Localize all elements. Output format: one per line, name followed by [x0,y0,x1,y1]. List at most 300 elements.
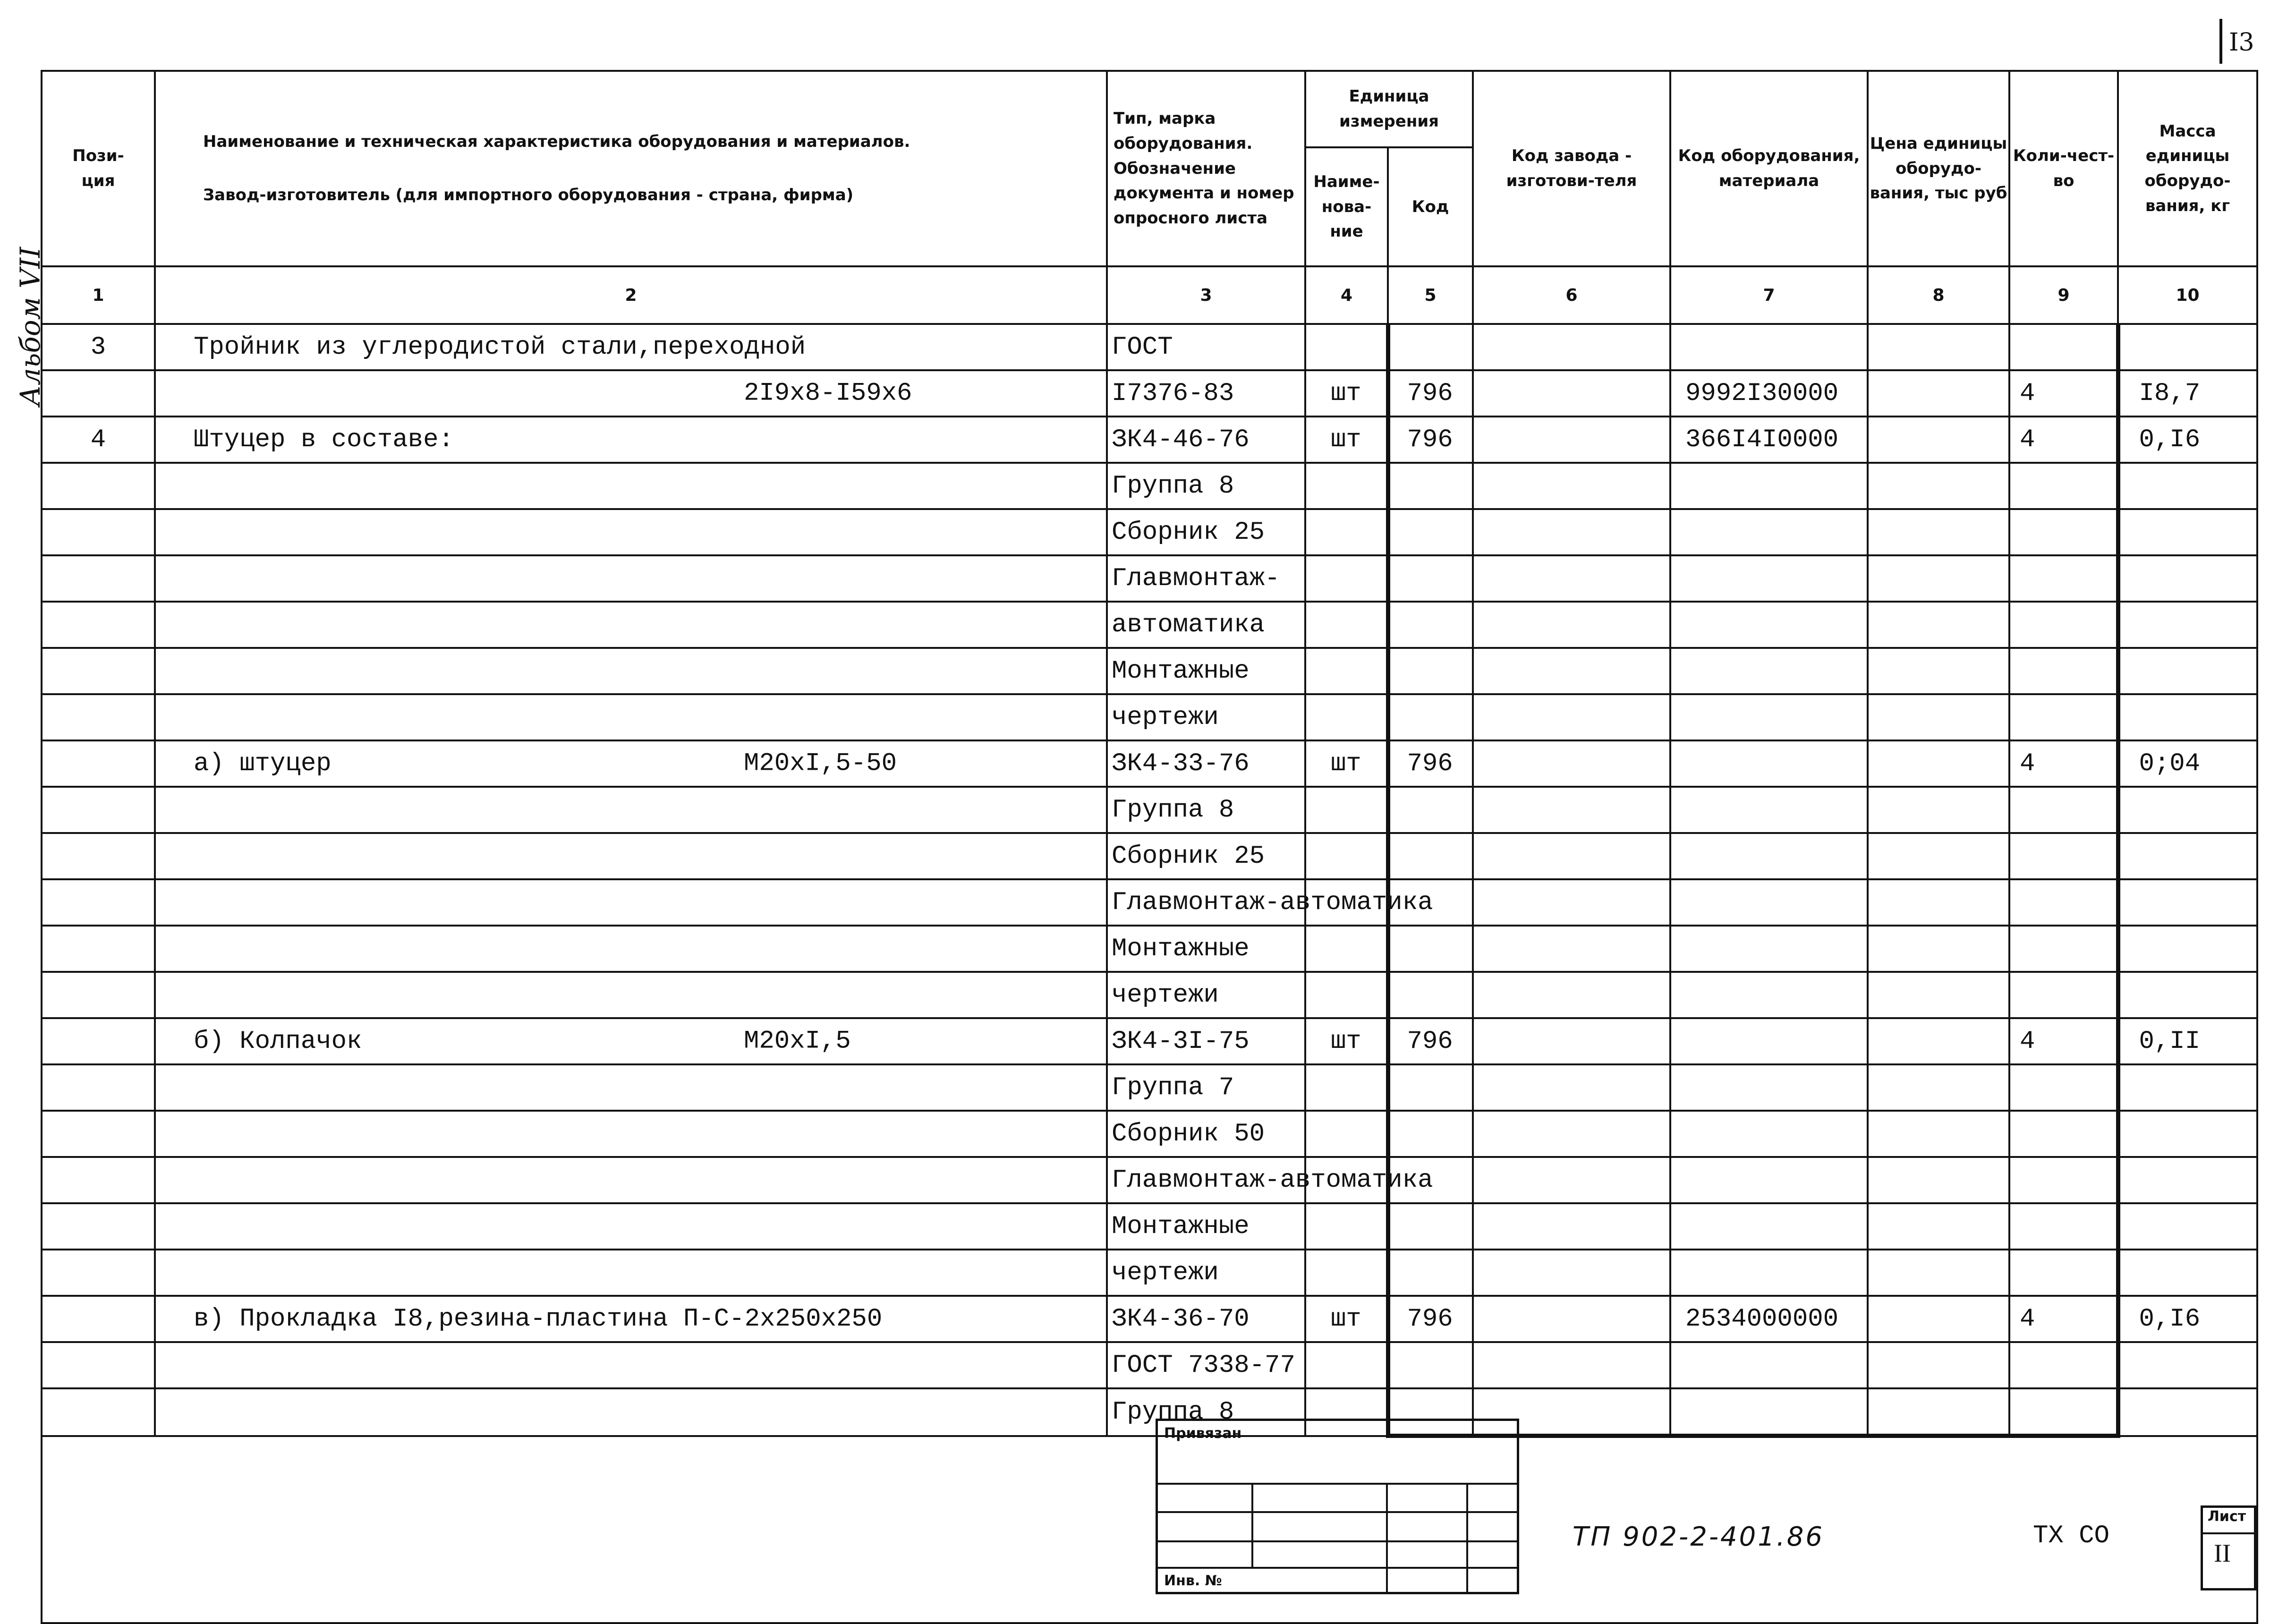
unit-name-cell [1305,463,1388,509]
column-number: 6 [1473,266,1670,324]
price-cell [1868,1388,2009,1436]
column-number: 2 [155,266,1107,324]
plant-code-cell [1473,972,1670,1018]
item-size: М20хI,5-50 [744,749,897,778]
unit-name-cell: шт [1305,417,1388,463]
item-name: а) штуцер [194,749,332,778]
document-cell: Сборник 50 [1107,1111,1305,1157]
document-cell: Монтажные [1107,648,1305,694]
unit-code-cell [1388,602,1473,648]
header-type-mark: Тип, марка оборудования. Обозначение документа и номер опросного листа [1107,71,1305,266]
table-row [42,602,2257,648]
header-unit-name: Наиме-нова-ние [1305,147,1388,266]
position-cell [42,740,155,787]
mass-cell [2118,324,2257,370]
name-cell [155,509,1107,555]
item-name: б) Колпачок [194,1027,362,1056]
table-row [42,417,2257,463]
mass-cell [2118,1203,2257,1250]
equipment-code-cell [1670,1018,1868,1064]
item-name: Тройник из углеродистой стали,переходной [194,332,806,362]
equipment-code-cell [1670,1111,1868,1157]
position-cell [42,1388,155,1436]
unit-name-cell: шт [1305,740,1388,787]
unit-code-cell [1388,1111,1473,1157]
mass-cell [2118,1250,2257,1296]
price-cell [1868,463,2009,509]
name-cell [155,1250,1107,1296]
unit-name-cell: шт [1305,370,1388,417]
position-cell: 4 [42,417,155,463]
name-cell [155,740,1107,787]
price-cell [1868,926,2009,972]
plant-code-cell [1473,324,1670,370]
mass-cell [2118,694,2257,740]
document-cell: ЗК4-36-70 [1107,1296,1305,1342]
equipment-code-cell [1670,833,1868,879]
plant-code-cell [1473,694,1670,740]
equipment-code-cell [1670,787,1868,833]
position-cell: 3 [42,324,155,370]
unit-name-cell [1305,1111,1388,1157]
quantity-cell [2009,1111,2118,1157]
position-cell [42,1342,155,1388]
table-row [42,1203,2257,1250]
quantity-cell [2009,972,2118,1018]
table-row [42,972,2257,1018]
stamp-rule [1156,1540,1519,1542]
item-name: в) Прокладка I8,резина-пластина П-С-2х250х250 [194,1304,883,1334]
plant-code-cell [1473,1064,1670,1111]
table-row [42,463,2257,509]
plant-code-cell [1473,787,1670,833]
unit-code-cell [1388,972,1473,1018]
quantity-cell: 4 [2009,417,2118,463]
name-cell [155,972,1107,1018]
mass-cell [2118,787,2257,833]
name-cell [155,926,1107,972]
header-plant-code: Код завода - изготови-теля [1473,71,1670,266]
unit-code-cell [1388,463,1473,509]
plant-code-cell [1473,1111,1670,1157]
mass-cell: 0;04 [2118,740,2257,787]
unit-name-cell [1305,694,1388,740]
quantity-cell: 4 [2009,370,2118,417]
table-row [42,555,2257,602]
unit-name-cell: шт [1305,1296,1388,1342]
price-cell [1868,555,2009,602]
document-cell: Сборник 25 [1107,833,1305,879]
name-cell [155,694,1107,740]
document-cell: Монтажные [1107,926,1305,972]
equipment-spec-table [41,70,2258,1624]
unit-name-cell [1305,648,1388,694]
price-cell [1868,324,2009,370]
name-cell [155,833,1107,879]
footer-space-cell [42,1436,2257,1624]
plant-code-cell [1473,602,1670,648]
quantity-cell [2009,787,2118,833]
mass-cell [2118,926,2257,972]
footer-space [42,1436,2257,1624]
table-row [42,324,2257,370]
document-cell: ГОСТ 7338-77 [1107,1342,1305,1388]
price-cell [1868,1342,2009,1388]
column-number: 1 [42,266,155,324]
item-size: М20хI,5 [744,1027,851,1056]
position-cell [42,1064,155,1111]
document-cell: Группа 7 [1107,1064,1305,1111]
table-row [42,1342,2257,1388]
quantity-cell: 4 [2009,1018,2118,1064]
position-cell [42,370,155,417]
position-cell [42,787,155,833]
header-unit-group: Единица измерения [1305,71,1473,147]
column-number: 5 [1388,266,1473,324]
table-row [42,648,2257,694]
document-cell: I7376-83 [1107,370,1305,417]
price-cell [1868,787,2009,833]
unit-name-cell [1305,1342,1388,1388]
table-row [42,1388,2257,1436]
position-cell [42,602,155,648]
quantity-cell [2009,926,2118,972]
plant-code-cell [1473,370,1670,417]
name-cell [155,463,1107,509]
column-number: 3 [1107,266,1305,324]
unit-name-cell [1305,509,1388,555]
plant-code-cell [1473,833,1670,879]
position-cell [42,555,155,602]
price-cell [1868,694,2009,740]
quantity-cell [2009,1203,2118,1250]
mass-cell [2118,1342,2257,1388]
price-cell [1868,1250,2009,1296]
equipment-code-cell [1670,740,1868,787]
equipment-code-cell [1670,1250,1868,1296]
price-cell [1868,1296,2009,1342]
stamp-divider [1251,1483,1253,1567]
quantity-cell [2009,1342,2118,1388]
plant-code-cell [1473,879,1670,926]
quantity-cell [2009,324,2118,370]
header-unit-price: Цена единицы оборудо-вания, тыс руб [1868,71,2009,266]
name-cell [155,787,1107,833]
position-cell [42,833,155,879]
table-row [42,1296,2257,1342]
stamp-divider [1466,1483,1468,1594]
name-cell [155,417,1107,463]
unit-code-cell [1388,1203,1473,1250]
header-equipment-code: Код оборудования, материала [1670,71,1868,266]
document-cell: Главмонтаж-автоматика [1107,1157,1305,1203]
mass-cell [2118,1064,2257,1111]
column-number: 8 [1868,266,2009,324]
unit-code-cell [1388,509,1473,555]
unit-code-cell [1388,787,1473,833]
equipment-code-cell: 9992I30000 [1670,370,1868,417]
price-cell [1868,509,2009,555]
mass-cell [2118,463,2257,509]
position-cell [42,1018,155,1064]
document-cell: ЗК4-33-76 [1107,740,1305,787]
page-number: I3 [2229,28,2254,57]
item-size: 2I9x8-I59x6 [744,379,912,408]
equipment-code-cell [1670,1157,1868,1203]
position-cell [42,509,155,555]
position-cell [42,648,155,694]
quantity-cell [2009,648,2118,694]
quantity-cell [2009,463,2118,509]
unit-code-cell: 796 [1388,370,1473,417]
name-cell [155,370,1107,417]
quantity-cell [2009,509,2118,555]
document-cell: Группа 8 [1107,1388,1305,1436]
unit-code-cell [1388,1064,1473,1111]
unit-name-cell [1305,555,1388,602]
name-cell [155,1388,1107,1436]
table-row [42,370,2257,417]
quantity-cell [2009,1250,2118,1296]
plant-code-cell [1473,1157,1670,1203]
price-cell [1868,417,2009,463]
table-row [42,740,2257,787]
quantity-cell [2009,555,2118,602]
plant-code-cell [1473,1342,1670,1388]
unit-code-cell [1388,555,1473,602]
unit-name-cell [1305,787,1388,833]
header-quantity: Коли-чест-во [2009,71,2118,266]
table-row [42,879,2257,926]
table-row [42,1250,2257,1296]
mass-cell: I8,7 [2118,370,2257,417]
position-cell [42,926,155,972]
document-cell: ГОСТ [1107,324,1305,370]
unit-name-cell: шт [1305,1018,1388,1064]
column-number: 4 [1305,266,1388,324]
position-cell [42,1111,155,1157]
price-cell [1868,879,2009,926]
name-cell [155,1203,1107,1250]
equipment-code-cell [1670,879,1868,926]
equipment-code-cell [1670,1203,1868,1250]
unit-name-cell [1305,926,1388,972]
plant-code-cell [1473,648,1670,694]
document-cell: чертежи [1107,972,1305,1018]
header-unit-code: Код [1388,147,1473,266]
position-cell [42,1250,155,1296]
quantity-cell: 4 [2009,740,2118,787]
equipment-code-cell [1670,1342,1868,1388]
plant-code-cell [1473,509,1670,555]
plant-code-cell [1473,1296,1670,1342]
mass-cell [2118,509,2257,555]
equipment-code-cell [1670,555,1868,602]
position-cell [42,463,155,509]
mass-cell [2118,602,2257,648]
item-name: Штуцер в составе: [194,425,454,454]
table-row [42,509,2257,555]
name-cell [155,1064,1107,1111]
equipment-code-cell [1670,509,1868,555]
table-row [42,1018,2257,1064]
document-mark: ТХ СО [2033,1522,2110,1550]
position-cell [42,972,155,1018]
unit-code-cell [1388,833,1473,879]
name-cell [155,1157,1107,1203]
table-row [42,1064,2257,1111]
stamp-rule [1156,1511,1519,1513]
equipment-code-cell: 366I4I0000 [1670,417,1868,463]
quantity-cell [2009,1157,2118,1203]
document-cell: Сборник 25 [1107,509,1305,555]
plant-code-cell [1473,740,1670,787]
price-cell [1868,833,2009,879]
equipment-code-cell: 2534000000 [1670,1296,1868,1342]
sheet-box-rule [2201,1532,2256,1534]
header-name: Наименование и техническая характеристика оборудования и материалов. Завод-изготовитель (для импортного оборудования - страна, фирма) [155,71,1107,266]
document-cell: ЗК4-3I-75 [1107,1018,1305,1064]
unit-name-cell [1305,1250,1388,1296]
unit-name-cell [1305,324,1388,370]
equipment-code-cell [1670,324,1868,370]
table-row [42,1157,2257,1203]
quantity-cell: 4 [2009,1296,2118,1342]
quantity-cell [2009,1388,2118,1436]
price-cell [1868,740,2009,787]
header-unit-mass: Масса единицы оборудо-вания, кг [2118,71,2257,266]
header-position: Пози- ция [42,71,155,266]
equipment-code-cell [1670,926,1868,972]
name-cell [155,1018,1107,1064]
mass-cell [2118,1111,2257,1157]
equipment-code-cell [1670,602,1868,648]
equipment-code-cell [1670,694,1868,740]
position-cell [42,1157,155,1203]
column-number: 9 [2009,266,2118,324]
price-cell [1868,1111,2009,1157]
price-cell [1868,972,2009,1018]
unit-code-cell: 796 [1388,417,1473,463]
mass-cell: 0,I6 [2118,1296,2257,1342]
price-cell [1868,602,2009,648]
name-cell [155,879,1107,926]
page-number-divider [2219,19,2222,64]
price-cell [1868,1203,2009,1250]
sheet-number: II [2214,1539,2231,1567]
name-cell [155,1111,1107,1157]
position-cell [42,694,155,740]
plant-code-cell [1473,555,1670,602]
plant-code-cell [1473,463,1670,509]
unit-code-cell [1388,1250,1473,1296]
unit-code-cell: 796 [1388,1018,1473,1064]
album-label: Альбом VII [14,247,46,406]
unit-name-cell [1305,1203,1388,1250]
mass-cell [2118,1388,2257,1436]
document-cell: Группа 8 [1107,787,1305,833]
mass-cell: 0,II [2118,1018,2257,1064]
unit-code-cell [1388,926,1473,972]
quantity-cell [2009,602,2118,648]
quantity-cell [2009,833,2118,879]
quantity-cell [2009,1064,2118,1111]
unit-name-cell [1305,972,1388,1018]
table-row [42,833,2257,879]
unit-name-cell [1305,833,1388,879]
unit-code-cell: 796 [1388,1296,1473,1342]
unit-name-cell [1305,1064,1388,1111]
plant-code-cell [1473,417,1670,463]
mass-cell [2118,972,2257,1018]
plant-code-cell [1473,926,1670,972]
equipment-code-cell [1670,463,1868,509]
document-cell: Группа 8 [1107,463,1305,509]
name-cell [155,324,1107,370]
unit-code-cell [1388,694,1473,740]
stamp-divider [1386,1483,1388,1594]
price-cell [1868,370,2009,417]
unit-code-cell [1388,648,1473,694]
column-number-row [42,266,2257,324]
document-cell: Монтажные [1107,1203,1305,1250]
price-cell [1868,1018,2009,1064]
plant-code-cell [1473,1250,1670,1296]
document-cell: автоматика [1107,602,1305,648]
unit-code-cell [1388,324,1473,370]
name-cell [155,648,1107,694]
position-cell [42,1296,155,1342]
position-cell [42,879,155,926]
mass-cell [2118,1157,2257,1203]
unit-code-cell [1388,1342,1473,1388]
name-cell [155,1296,1107,1342]
document-cell: чертежи [1107,1250,1305,1296]
sheet-label: Лист [2208,1508,2246,1525]
table-row [42,694,2257,740]
document-cell: чертежи [1107,694,1305,740]
plant-code-cell [1473,1203,1670,1250]
mass-cell [2118,648,2257,694]
table-row [42,787,2257,833]
quantity-cell [2009,694,2118,740]
inventory-number-label: Инв. № [1164,1573,1222,1589]
position-cell [42,1203,155,1250]
stamp-rule [1156,1567,1519,1569]
price-cell [1868,648,2009,694]
equipment-code-cell [1670,1388,1868,1436]
document-cell: Главмонтаж-автоматика [1107,879,1305,926]
name-cell [155,1342,1107,1388]
document-code: ТП 902-2-401.86 [1573,1522,1824,1552]
price-cell [1868,1157,2009,1203]
unit-code-cell: 796 [1388,740,1473,787]
name-cell [155,602,1107,648]
quantity-cell [2009,879,2118,926]
equipment-code-cell [1670,648,1868,694]
binding-stamp-label: Привязан [1164,1425,1242,1442]
name-cell [155,555,1107,602]
unit-name-cell [1305,602,1388,648]
document-cell: Главмонтаж- [1107,555,1305,602]
equipment-code-cell [1670,1064,1868,1111]
document-cell: ЗК4-46-76 [1107,417,1305,463]
stamp-rule [1156,1483,1519,1485]
equipment-code-cell [1670,972,1868,1018]
table-row [42,1111,2257,1157]
column-number: 10 [2118,266,2257,324]
table-row [42,926,2257,972]
